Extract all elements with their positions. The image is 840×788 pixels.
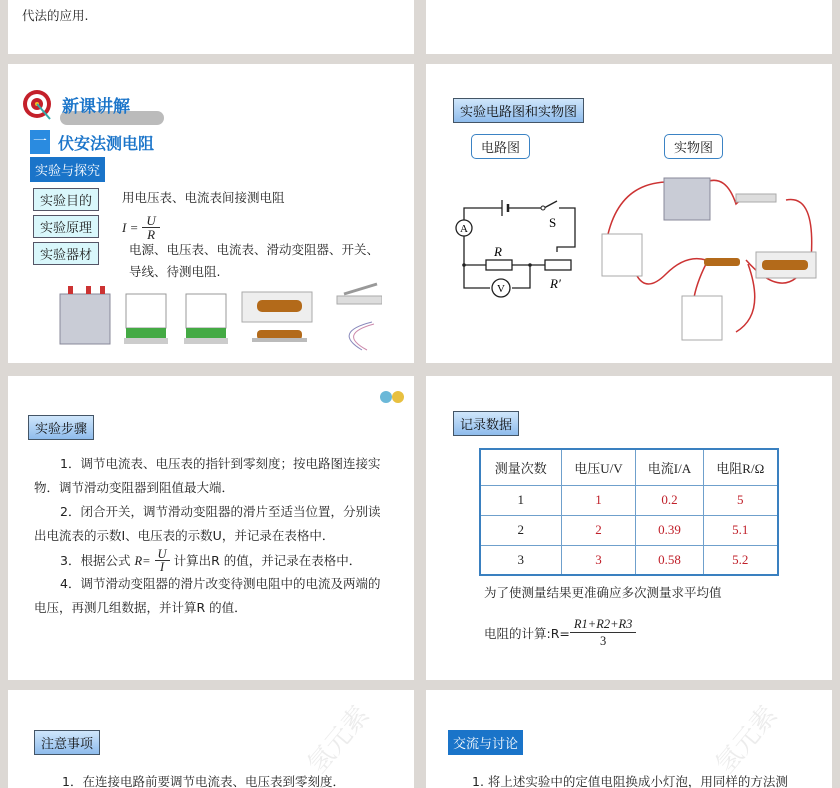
cell-current: 0.39 bbox=[636, 515, 703, 545]
cell-current: 0.58 bbox=[636, 545, 703, 575]
ammeter-symbol: A bbox=[460, 223, 468, 235]
step3-den: I bbox=[159, 560, 165, 574]
notes-title: 注意事项 bbox=[34, 730, 100, 755]
purpose-label: 实验目的 bbox=[33, 188, 99, 211]
watermark: 氢元素 bbox=[302, 700, 376, 780]
step-1: 1．调节电流表、电压表的指针到零刻度；按电路图连接实物．调节滑动变阻器到阻值最大端． bbox=[34, 456, 381, 495]
resistor-icon bbox=[252, 330, 307, 342]
resistor-symbol: R bbox=[494, 244, 502, 259]
cell-voltage: 1 bbox=[561, 485, 636, 515]
physical-diagram-label: 实物图 bbox=[664, 134, 723, 159]
step-3 bbox=[60, 548, 361, 573]
equipment-illustration bbox=[52, 282, 382, 352]
rheostat-icon bbox=[242, 292, 312, 322]
slide-lecture bbox=[8, 64, 414, 363]
voltmeter-icon bbox=[682, 296, 722, 340]
step3-lhs: R= bbox=[134, 553, 151, 568]
slide-text: 代法的应用. bbox=[22, 8, 89, 23]
cell-resistance: 5.1 bbox=[703, 515, 778, 545]
step3-num: U bbox=[155, 548, 170, 561]
principle-label: 实验原理 bbox=[33, 215, 99, 238]
circuit-diagram bbox=[446, 192, 586, 307]
slide-steps bbox=[8, 376, 414, 680]
voltmeter-symbol: V bbox=[497, 283, 505, 295]
header-cell: 电流I/A bbox=[636, 449, 703, 485]
switch-icon bbox=[337, 284, 382, 304]
equipment-line2: 导线、待测电阻. bbox=[129, 264, 221, 279]
switch-icon bbox=[736, 194, 776, 202]
table-header-row bbox=[480, 449, 778, 485]
step3-pre: 3．根据公式 bbox=[60, 552, 131, 568]
calc-num: R1+R2+R3 bbox=[570, 616, 637, 633]
physical-diagram bbox=[596, 164, 826, 354]
header-cell: 电阻R/Ω bbox=[703, 449, 778, 485]
table-row bbox=[480, 485, 778, 515]
header-cell: 测量次数 bbox=[480, 449, 561, 485]
circuit-diagram-label: 电路图 bbox=[471, 134, 530, 159]
cell-trial: 3 bbox=[480, 545, 561, 575]
equipment-label: 实验器材 bbox=[33, 242, 99, 265]
calc-label: 电阻的计算:R= bbox=[484, 625, 570, 641]
formula-num: U bbox=[142, 214, 159, 228]
purpose-text: 用电压表、电流表间接测电阻 bbox=[122, 190, 285, 205]
rheostat-symbol: R′ bbox=[550, 276, 561, 291]
section-number: 一 bbox=[30, 130, 50, 154]
cell-resistance: 5 bbox=[703, 485, 778, 515]
cell-voltage: 3 bbox=[561, 545, 636, 575]
binoculars-icon bbox=[378, 388, 406, 406]
slide-data bbox=[426, 376, 832, 680]
step-4: 4．调节滑动变阻器的滑片改变待测电阻中的电流及两端的电压，再测几组数据，并计算R 的值． bbox=[34, 576, 381, 615]
data-title: 记录数据 bbox=[453, 411, 519, 436]
cell-current: 0.2 bbox=[636, 485, 703, 515]
formula-den: R bbox=[147, 227, 156, 242]
circuit-title: 实验电路图和实物图 bbox=[453, 98, 584, 123]
watermark: 氢元素 bbox=[710, 700, 784, 780]
note-item-1: 1．在连接电路前要调节电流表、电压表到零刻度． bbox=[62, 774, 345, 788]
voltmeter-icon bbox=[124, 294, 168, 344]
wires-icon bbox=[349, 322, 374, 350]
step-2: 2．闭合开关，调节滑动变阻器的滑片至适当位置，分别读出电流表的示数I、电压表的示数U，并记录在表格中． bbox=[34, 504, 381, 543]
slide-discussion bbox=[426, 690, 832, 788]
principle-formula bbox=[122, 214, 160, 241]
formula-lhs: I = bbox=[122, 219, 139, 235]
cell-trial: 1 bbox=[480, 485, 561, 515]
average-note: 为了使测量结果更准确应多次测量求平均值 bbox=[484, 585, 722, 600]
cell-voltage: 2 bbox=[561, 515, 636, 545]
step3-post: 计算出R 的值，并记录在表格中． bbox=[173, 552, 362, 568]
ammeter-icon bbox=[602, 234, 642, 276]
section-title: 伏安法测电阻 bbox=[58, 134, 155, 153]
data-table bbox=[479, 448, 779, 576]
slide-top-right bbox=[426, 0, 832, 54]
lecture-header: 新课讲解 bbox=[62, 97, 130, 117]
discussion-item-1: 1. 将上述实验中的定值电阻换成小灯泡，用同样的方法测 bbox=[472, 774, 788, 788]
slide-notes bbox=[8, 690, 414, 788]
discussion-title: 交流与讨论 bbox=[448, 730, 523, 755]
target-icon bbox=[22, 89, 52, 123]
table-row bbox=[480, 515, 778, 545]
equipment-line1: 电源、电压表、电流表、滑动变阻器、开关、 bbox=[129, 242, 380, 257]
slide-top-left bbox=[8, 0, 414, 54]
battery-icon bbox=[60, 286, 110, 344]
steps-title: 实验步骤 bbox=[28, 415, 94, 440]
resistance-formula bbox=[484, 616, 636, 649]
resistor-icon bbox=[704, 258, 740, 266]
slide-circuit bbox=[426, 64, 832, 363]
ammeter-icon bbox=[184, 294, 228, 344]
cell-resistance: 5.2 bbox=[703, 545, 778, 575]
battery-icon bbox=[664, 178, 710, 220]
table-row bbox=[480, 545, 778, 575]
header-cell: 电压U/V bbox=[561, 449, 636, 485]
cell-trial: 2 bbox=[480, 515, 561, 545]
calc-den: 3 bbox=[600, 634, 607, 648]
explore-tag: 实验与探究 bbox=[30, 157, 105, 182]
switch-symbol: S bbox=[549, 215, 557, 230]
